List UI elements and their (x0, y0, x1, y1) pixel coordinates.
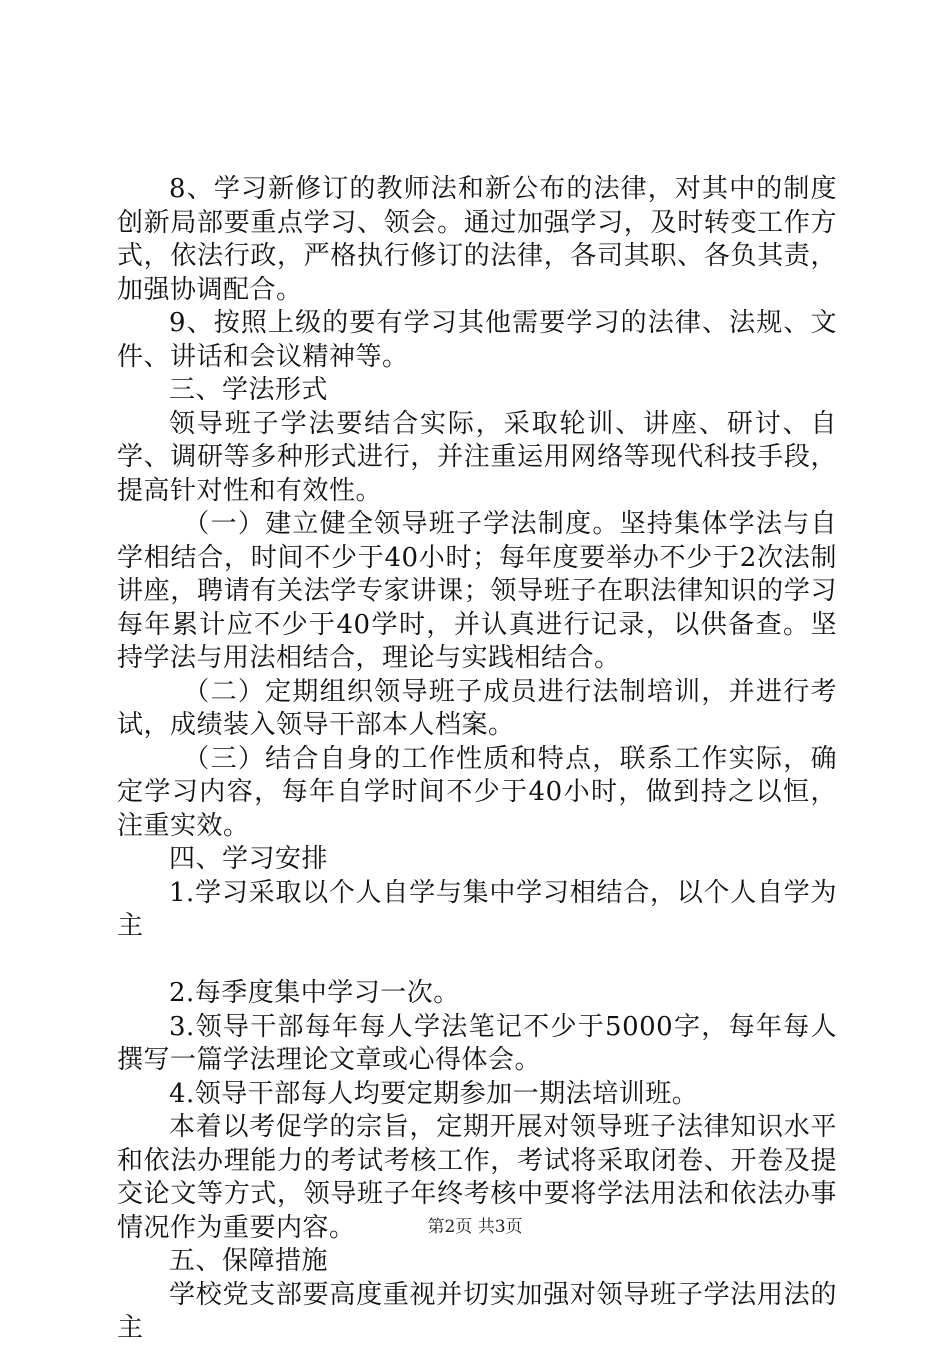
paragraph-item-9: 9、按照上级的要有学习其他需要学习的法律、法规、文件、讲话和会议精神等。 (117, 308, 837, 372)
page-footer: 第2页 共3页 (427, 1217, 523, 1237)
document-body (117, 173, 837, 1346)
paragraph-safeguards-intro: 学校党支部要高度重视并切实加强对领导班子学法用法的主 (117, 1279, 837, 1343)
paragraph-arrangement-2: 2.每季度集中学习一次。 (169, 978, 460, 1008)
section-heading-study-arrangement: 四、学习安排 (169, 844, 329, 874)
paragraph-arrangement-4: 4.领导干部每人均要定期参加一期法培训班。 (169, 1078, 699, 1109)
paragraph-subitem-1: （一）建立健全领导班子学法制度。坚持集体学法与自学相结合，时间不少于40小时；每年度要举办不少于2次法制讲座，聘请有关法学专家讲课；领导班子在职法律知识的学习每年累计应不少于40学时，并认真进行记录，以供备查。坚持学法与用法相结合，理论与实践相结合。 (117, 509, 837, 673)
section-heading-safeguards: 五、保障措施 (169, 1246, 329, 1276)
paragraph-arrangement-3: 3.领导干部每年每人学法笔记不少于5000字，每年每人撰写一篇学法理论文章或心得体会。 (117, 1011, 837, 1075)
paragraph-study-forms-intro: 领导班子学法要结合实际，采取轮训、讲座、研讨、自学、调研等多种形式进行，并注重运用网络等现代科技手段，提高针对性和有效性。 (117, 408, 837, 506)
paragraph-item-8: 8、学习新修订的教师法和新公布的法律，对其中的制度创新局部要重点学习、领会。通过加强学习，及时转变工作方式，依法行政，严格执行修订的法律，各司其职、各负其责，加强协调配合。 (117, 174, 837, 305)
paragraph-exam-assessment: 本着以考促学的宗旨，定期开展对领导班子法律知识水平和依法办理能力的考试考核工作，考试将采取闭卷、开卷及提交论文等方式，领导班子年终考核中要将学法用法和依法办事情况作为重要内容。 (117, 1112, 837, 1243)
paragraph-subitem-2: （二）定期组织领导班子成员进行法制培训，并进行考试，成绩装入领导干部本人档案。 (117, 676, 837, 740)
section-heading-study-forms: 三、学法形式 (169, 375, 329, 405)
paragraph-arrangement-1: 1.学习采取以个人自学与集中学习相结合，以个人自学为主 (117, 877, 837, 941)
paragraph-subitem-3: （三）结合自身的工作性质和特点，联系工作实际，确定学习内容，每年自学时间不少于40小时，做到持之以恒，注重实效。 (117, 743, 837, 841)
